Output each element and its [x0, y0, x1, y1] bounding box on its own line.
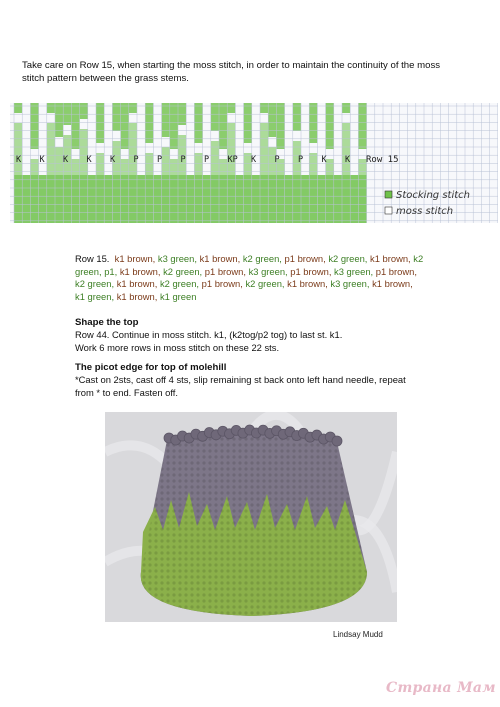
chart-row-letter: P: [157, 155, 163, 165]
row-15-part: k2 green,: [75, 278, 117, 290]
stitch-chart: [10, 103, 498, 223]
row-15-part: p1 brown,: [284, 253, 329, 264]
chart-row-letter: K: [16, 155, 22, 165]
row-15-instructions: [75, 253, 425, 303]
chart-row-letter: KP: [227, 155, 238, 165]
row-15-part: k2 green,: [75, 253, 424, 277]
molehill-photo: [105, 412, 397, 622]
row-15-part: k1 brown,: [372, 278, 413, 290]
chart-row-letter: K: [345, 155, 351, 165]
row-15-part: k3 green,: [330, 278, 373, 290]
chart-row-letter: K: [39, 155, 45, 165]
chart-row-letter: P: [298, 155, 304, 165]
row-15-part: k1 green,: [75, 290, 117, 302]
chart-row-letter: P: [133, 155, 139, 165]
legend-swatch-stocking: [385, 191, 392, 198]
chart-svg: [10, 103, 498, 223]
shape-top-line-1: Row 44. Continue in moss stitch. k1, (k2tog/p2 tog) to last st. k1.: [75, 329, 343, 340]
chart-row-letter: P: [274, 155, 280, 165]
chart-row-letter: P: [204, 155, 210, 165]
row-15-part: k1 brown,: [370, 253, 414, 264]
row-15-part: k1 brown,: [116, 290, 160, 302]
chart-row-letter: K: [251, 155, 257, 165]
watermark: Страна Мам: [386, 680, 496, 696]
row-15-part: k3 green,: [157, 253, 200, 264]
shape-top-heading: Shape the top: [75, 317, 139, 328]
row-15-part: k2 green,: [242, 253, 285, 264]
row-15-part: p1 brown,: [375, 265, 417, 277]
picot-heading: The picot edge for top of molehill: [75, 362, 227, 373]
row-15-part: k1 brown,: [199, 253, 243, 264]
legend-stocking-stitch: Stocking stitch: [396, 190, 470, 201]
row-15-label: Row 15: [366, 155, 399, 165]
row-15-part: k1 brown,: [116, 278, 160, 290]
row-15-part: k2 green,: [159, 278, 202, 290]
row-15-part: k2 green,: [245, 278, 288, 290]
chart-row-letter: K: [63, 155, 69, 165]
author-credit: Lindsay Mudd: [333, 630, 383, 639]
chart-row-letter: K: [86, 155, 92, 165]
row-15-part: k1 brown,: [114, 253, 158, 264]
row-15-stitches: [75, 253, 423, 302]
row-15-part: p1 brown,: [204, 265, 249, 277]
shape-top-line-2: Work 6 more rows in moss stitch on these 22 sts.: [75, 342, 280, 353]
row-15-part: k2 green,: [163, 265, 205, 277]
row-15-part: k3 green,: [334, 265, 376, 277]
legend-moss-stitch: moss stitch: [396, 206, 454, 217]
row-15-part: p1 brown,: [201, 278, 246, 290]
chart-row-letter: K: [110, 155, 116, 165]
row-15-part: k1 green: [159, 290, 197, 302]
row-15-part: p1 brown,: [290, 265, 335, 277]
intro-text: Take care on Row 15, when starting the moss stitch, in order to maintain the continuity of the moss stitch pattern between the grass stems.: [22, 60, 441, 84]
legend-swatch-moss: [385, 207, 392, 214]
chart-row-letter: P: [180, 155, 186, 165]
row-15-label-text: Row 15.: [75, 253, 110, 264]
chart-row-letter: K: [321, 155, 327, 165]
row-15-part: k1 brown,: [287, 278, 331, 290]
row-15-part: k1 brown,: [119, 265, 164, 277]
row-15-part: p1,: [104, 265, 120, 277]
row-15-part: k2 green,: [328, 253, 371, 264]
molehill-photo-svg: [105, 412, 397, 622]
picot-text: *Cast on 2sts, cast off 4 sts, slip remaining st back onto left hand needle, repeat from * to end. Fasten off.: [75, 374, 406, 398]
row-15-part: k3 green,: [248, 265, 291, 277]
